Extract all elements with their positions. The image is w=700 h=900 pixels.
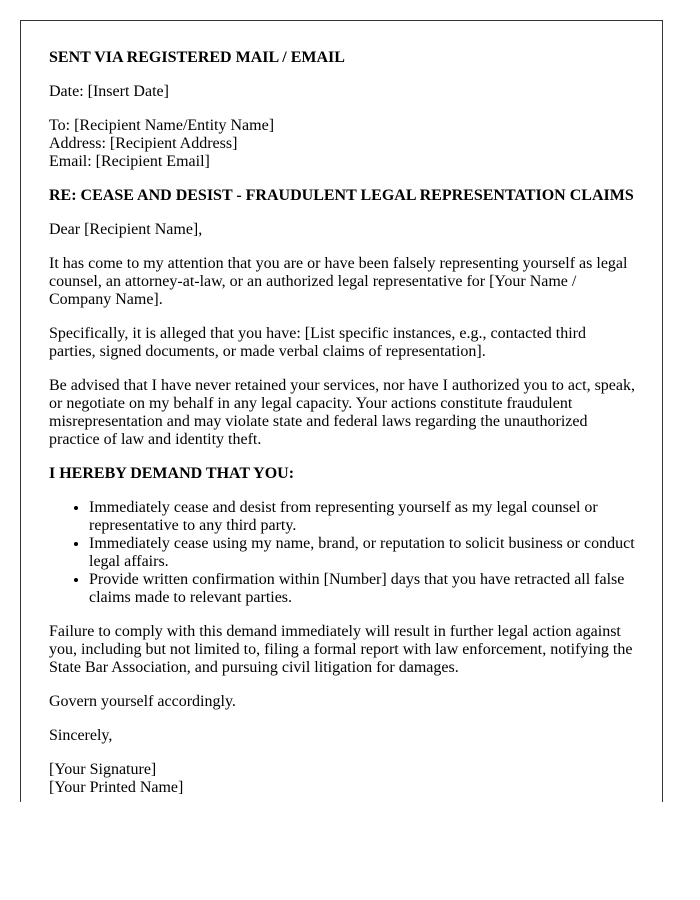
paragraph-advisory: Be advised that I have never retained your services, nor have I authorized you to act, speak, or negotiate on my behalf in any legal capacity. Your actions constitute fraudulent misrepresentation and may violate state and federal laws regarding the unauthorized practice of law and identity theft.: [49, 377, 635, 448]
demand-item: • Immediately cease using my name, brand, or reputation to solicit business or conduct legal affairs.: [89, 535, 635, 571]
demand-list: [49, 499, 635, 607]
demand-item: • Provide written confirmation within [Number] days that you have retracted all false claims made to relevant parties.: [89, 571, 635, 607]
demand-item: • Immediately cease and desist from representing yourself as my legal counsel or representative to any third party.: [89, 499, 635, 535]
recipient-block: [49, 117, 635, 171]
paragraph-closing-note: Govern yourself accordingly.: [49, 693, 236, 710]
paragraph-specifics: Specifically, it is alleged that you have: [List specific instances, e.g., contacted third parties, signed documents, or made verbal claims of representation].: [49, 325, 587, 360]
salutation: Dear [Recipient Name],: [49, 221, 203, 238]
paragraph-intro: It has come to my attention that you are or have been falsely representing yourself as legal counsel, an attorney-at-law, or an authorized legal representative for [Your Name / Company Name].: [49, 255, 628, 308]
signature-line: [Your Signature]: [49, 761, 157, 778]
printed-name-line: [Your Printed Name]: [49, 779, 184, 796]
letter-document: [20, 20, 663, 802]
paragraph-consequences: Failure to comply with this demand immediately will result in further legal action against you, including but not limited to, filing a formal report with law enforcement, notifying the State Bar Association, and pursuing civil litigation for damages.: [49, 623, 633, 676]
delivery-method-line: SENT VIA REGISTERED MAIL / EMAIL: [49, 49, 345, 66]
signature-block: [49, 761, 635, 797]
recipient-email-line: Email: [Recipient Email]: [49, 153, 210, 170]
date-line: Date: [Insert Date]: [49, 83, 169, 100]
recipient-to-line: To: [Recipient Name/Entity Name]: [49, 117, 275, 134]
subject-line: RE: CEASE AND DESIST - FRAUDULENT LEGAL REPRESENTATION CLAIMS: [49, 187, 634, 204]
recipient-address-line: Address: [Recipient Address]: [49, 135, 238, 152]
demand-heading: I HEREBY DEMAND THAT YOU:: [49, 465, 295, 482]
sign-off: Sincerely,: [49, 727, 113, 744]
